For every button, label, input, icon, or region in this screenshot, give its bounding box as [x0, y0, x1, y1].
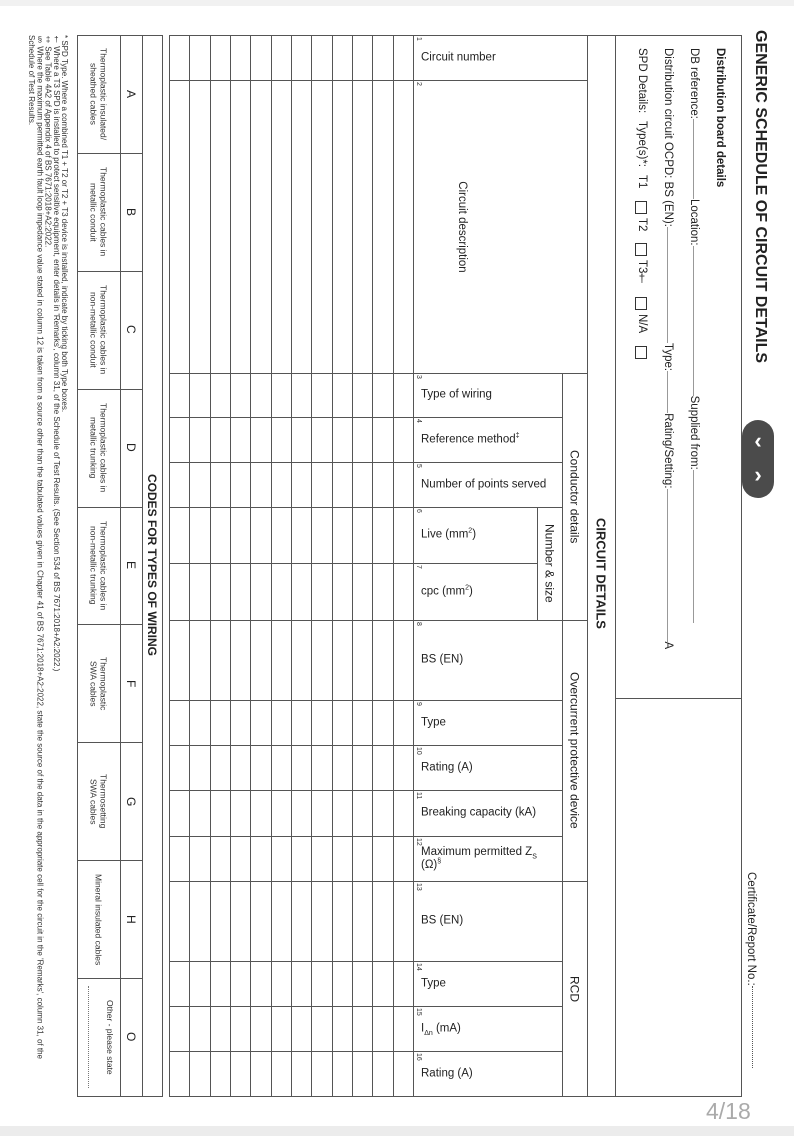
grid-line	[169, 35, 170, 1097]
db-line-spd	[635, 48, 655, 363]
column-label-label: Rating (A)	[421, 761, 473, 773]
grid-line	[562, 373, 563, 1097]
code-letter: D	[124, 443, 138, 452]
column-number: 14	[415, 963, 422, 971]
column-header	[413, 373, 562, 417]
t3-label: T3†	[635, 260, 648, 286]
t2-checkbox[interactable]	[635, 243, 647, 256]
grid-line	[372, 35, 373, 1097]
grid-line	[169, 836, 563, 837]
column-label	[421, 1022, 556, 1035]
code-description: Thermoplastic SWA cables	[88, 656, 109, 711]
column-label	[421, 389, 556, 402]
ocpd-bs-field[interactable]	[667, 227, 675, 343]
chevron-right-icon[interactable]: ›	[754, 462, 762, 487]
grid-line	[169, 35, 742, 36]
column-header	[413, 507, 537, 563]
column-label-end: )	[472, 528, 477, 541]
column-label-label: Maximum permitted Z	[421, 845, 533, 858]
grid-line	[169, 1051, 563, 1052]
code-description: Thermoplastic insulated/ sheathed cables	[88, 47, 109, 140]
viewer-top-bar	[0, 0, 794, 6]
column-label	[421, 977, 556, 990]
column-number: 5	[415, 464, 422, 468]
table-row[interactable]	[169, 35, 189, 1096]
grid-line	[311, 35, 312, 1097]
column-number: 4	[415, 419, 422, 423]
column-label	[421, 807, 556, 820]
code-description: Thermoplastic cables in non-metallic conduit	[88, 285, 109, 375]
column-label-mid: (mA)	[432, 1022, 461, 1034]
spd-label: SPD Details:	[635, 48, 648, 114]
db-line-ocpd	[661, 48, 679, 650]
table-row[interactable]	[230, 35, 250, 1096]
column-number: 10	[415, 747, 422, 755]
grid-line	[271, 35, 272, 1097]
grid-line	[169, 700, 563, 701]
grid-line	[291, 35, 292, 1097]
db-heading: Distribution board details	[714, 48, 726, 188]
code-description: Thermoplastic cables in metallic conduit	[88, 167, 109, 257]
codes-grid-line	[77, 1096, 163, 1097]
column-label-label: BS (EN)	[421, 914, 464, 927]
column-label	[421, 529, 531, 542]
viewer-bottom-bar	[0, 1126, 794, 1136]
column-header	[413, 462, 562, 507]
column-label-mid: (Ω)	[421, 858, 438, 871]
t2-label: T2	[635, 217, 648, 232]
column-label-label: Circuit description	[456, 180, 468, 273]
column-label	[421, 433, 556, 446]
column-label-sup: 2	[468, 527, 473, 535]
table-row[interactable]	[250, 35, 270, 1096]
location-label: Location:	[687, 198, 700, 246]
code-letter: E	[124, 561, 138, 570]
column-header	[413, 417, 562, 462]
group-overcurrent-device: Overcurrent protective device	[567, 672, 582, 829]
column-label-label: Type	[421, 977, 446, 989]
table-row[interactable]	[393, 35, 413, 1096]
certificate-label: Certificate/Report No.:	[744, 872, 757, 986]
column-number: 3	[415, 375, 422, 379]
table-row[interactable]	[271, 35, 291, 1096]
grid-line	[250, 35, 251, 1097]
column-label-sup: 2	[465, 584, 469, 592]
column-label-sup: ‡	[515, 432, 520, 440]
codes-title: CODES FOR TYPES OF WIRING	[145, 474, 159, 657]
table-row[interactable]	[189, 35, 209, 1096]
column-label-label: BS (EN)	[421, 653, 464, 666]
column-label	[421, 915, 556, 928]
t3-checkbox[interactable]	[635, 297, 647, 310]
column-header	[413, 563, 537, 620]
group-rcd: RCD	[567, 975, 582, 1002]
table-row[interactable]	[291, 35, 311, 1096]
column-label	[455, 181, 468, 272]
footnote-spd: * SPD Type. Where a combined T1 + T2 or T2 + T3 device is installed, indicate by ticking both Type boxes.	[60, 35, 69, 413]
grid-line	[169, 790, 563, 791]
grid-line	[169, 1096, 742, 1097]
column-number: 6	[415, 509, 422, 513]
code-letter: F	[124, 679, 138, 688]
t1-label: T1	[635, 175, 648, 189]
footnote-reference-method: ‡ See Table 4A2 of Appendix 4 of BS 7671:2018+A2:2022.	[43, 35, 53, 248]
grid-line	[169, 462, 563, 463]
na-label: N/A	[635, 314, 648, 334]
table-row[interactable]	[372, 35, 392, 1096]
rating-label: Rating/Setting:	[661, 413, 674, 489]
column-number: 8	[415, 622, 422, 626]
column-label	[421, 478, 556, 491]
code-letter: B	[124, 207, 138, 216]
column-label-sub: S	[532, 852, 537, 860]
circuit-details-title: CIRCUIT DETAILS	[593, 517, 609, 629]
grid-line	[169, 620, 588, 621]
code-letter: A	[124, 89, 138, 98]
spd-types-label: Type(s)*:	[635, 121, 648, 168]
code-description: Thermosetting SWA cables	[88, 774, 109, 829]
codes-grid-line	[142, 35, 143, 1097]
footnote-zs: § Where the maximum permitted earth fault loop impedance value stated in column 12 is taken from a source other than the tabulated values given in Chapter 41 of BS 7671:2018+A2:2022, state the source of the data in the appropriate cell for the circuit in the 'Remarks', column 31, of the Schedule of Test Results.	[27, 35, 45, 1059]
grid-line	[537, 507, 538, 621]
page-indicator: 4/18	[706, 1098, 751, 1124]
certificate-number	[745, 872, 759, 1068]
column-number: 16	[415, 1053, 422, 1061]
column-header	[413, 1051, 562, 1096]
page-nav-pill	[742, 420, 774, 498]
column-label-sup: §	[437, 857, 442, 865]
table-row[interactable]	[332, 35, 352, 1096]
column-number: 2	[415, 82, 422, 86]
column-header	[413, 790, 562, 836]
ocpd-type-field[interactable]	[667, 371, 675, 413]
code-letter: H	[124, 914, 138, 924]
grid-line	[169, 745, 563, 746]
grid-line	[210, 35, 211, 1097]
document-title: GENERIC SCHEDULE OF CIRCUIT DETAILS	[752, 30, 769, 364]
column-number: 7	[415, 565, 422, 569]
column-label-label: cpc (mm	[421, 585, 466, 597]
column-label-label: Type	[421, 716, 446, 728]
column-label-sub: Δn	[424, 1029, 433, 1037]
grid-line	[169, 373, 588, 374]
other-please-state-field[interactable]	[88, 986, 90, 1088]
grid-line	[169, 961, 563, 962]
grid-line	[413, 35, 414, 1097]
code-letter: O	[124, 1032, 138, 1042]
db-reference-field[interactable]	[693, 119, 701, 199]
db-line-reference	[687, 48, 705, 623]
certificate-blank	[752, 986, 759, 1068]
table-row[interactable]	[311, 35, 331, 1096]
footnotes	[24, 35, 68, 1075]
db-reference-label: DB reference:	[687, 48, 700, 119]
grid-line	[393, 35, 394, 1097]
group-conductor-details: Conductor details	[567, 449, 582, 544]
rating-unit: A	[661, 641, 674, 650]
column-label-label: I	[421, 1022, 425, 1034]
column-label-label: Type of wiring	[421, 388, 492, 401]
column-header	[413, 836, 562, 881]
grid-line	[332, 35, 333, 1097]
column-label-label: Circuit number	[421, 51, 496, 63]
column-header	[413, 35, 587, 80]
column-header	[413, 700, 562, 745]
footnote-t3: † Where a T3 SPD is installed to protect sensitive equipment, enter details in 'Remarks', column 31, of the Schedule of Test Results. (See Section 534 of BS 7671:2018+A2:2022.)	[51, 35, 61, 672]
ocpd-type-label: Type:	[661, 342, 674, 372]
table-row[interactable]	[352, 35, 372, 1096]
grid-line	[169, 507, 563, 508]
na-checkbox[interactable]	[635, 346, 647, 359]
column-label-label: Reference method	[421, 433, 516, 445]
column-number: 1	[415, 37, 422, 41]
codes-grid-line	[162, 35, 163, 1097]
column-number: 15	[415, 1008, 422, 1016]
code-letter: G	[124, 796, 138, 806]
grid-line	[615, 698, 742, 699]
grid-line	[189, 35, 190, 1097]
grid-line	[169, 1006, 563, 1007]
column-header	[413, 961, 562, 1006]
column-label-label: Live (mm	[421, 528, 469, 541]
chevron-left-icon[interactable]: ‹	[754, 428, 762, 453]
grid-line	[169, 881, 588, 882]
grid-line	[169, 80, 588, 81]
column-header	[413, 1006, 562, 1051]
code-description: Thermoplastic cables in metallic trunking	[88, 402, 109, 493]
grid-line	[615, 35, 616, 1097]
code-description: Other - please state	[105, 999, 115, 1075]
supplied-from-field[interactable]	[693, 470, 701, 623]
column-header	[413, 80, 587, 373]
column-number: 13	[415, 883, 422, 891]
column-number: 9	[415, 702, 422, 706]
column-number: 11	[415, 792, 422, 800]
column-label-label: Breaking capacity (kA)	[421, 806, 537, 819]
grid-line	[169, 563, 538, 564]
grid-line	[169, 417, 563, 418]
grid-line	[352, 35, 353, 1097]
column-header	[413, 745, 562, 790]
column-label-label: Rating (A)	[421, 1067, 473, 1079]
rating-field[interactable]	[667, 489, 675, 642]
grid-line	[587, 35, 588, 1097]
column-label	[421, 51, 581, 64]
column-label	[421, 846, 556, 872]
location-field[interactable]	[693, 246, 701, 396]
supplied-from-label: Supplied from:	[687, 395, 700, 470]
group-number-size: Number & size	[542, 524, 557, 603]
column-label-label: Number of points served	[421, 478, 547, 490]
t1-checkbox[interactable]	[635, 201, 647, 214]
column-label	[421, 716, 556, 729]
code-description: Thermoplastic cables in non-metallic trunking	[88, 520, 109, 611]
column-label-end: )	[469, 585, 473, 597]
grid-line	[230, 35, 231, 1097]
column-label	[421, 654, 556, 667]
column-header	[413, 881, 562, 961]
ocpd-label: Distribution circuit OCPD: BS (EN):	[661, 48, 674, 227]
table-row[interactable]	[210, 35, 230, 1096]
column-label	[421, 585, 531, 598]
column-label	[421, 761, 556, 774]
grid-line	[741, 35, 742, 1097]
column-label	[421, 1067, 556, 1080]
code-description: Mineral insulated cables	[93, 873, 104, 965]
code-letter: C	[124, 325, 138, 335]
column-number: 12	[415, 838, 422, 846]
column-header	[413, 620, 562, 700]
